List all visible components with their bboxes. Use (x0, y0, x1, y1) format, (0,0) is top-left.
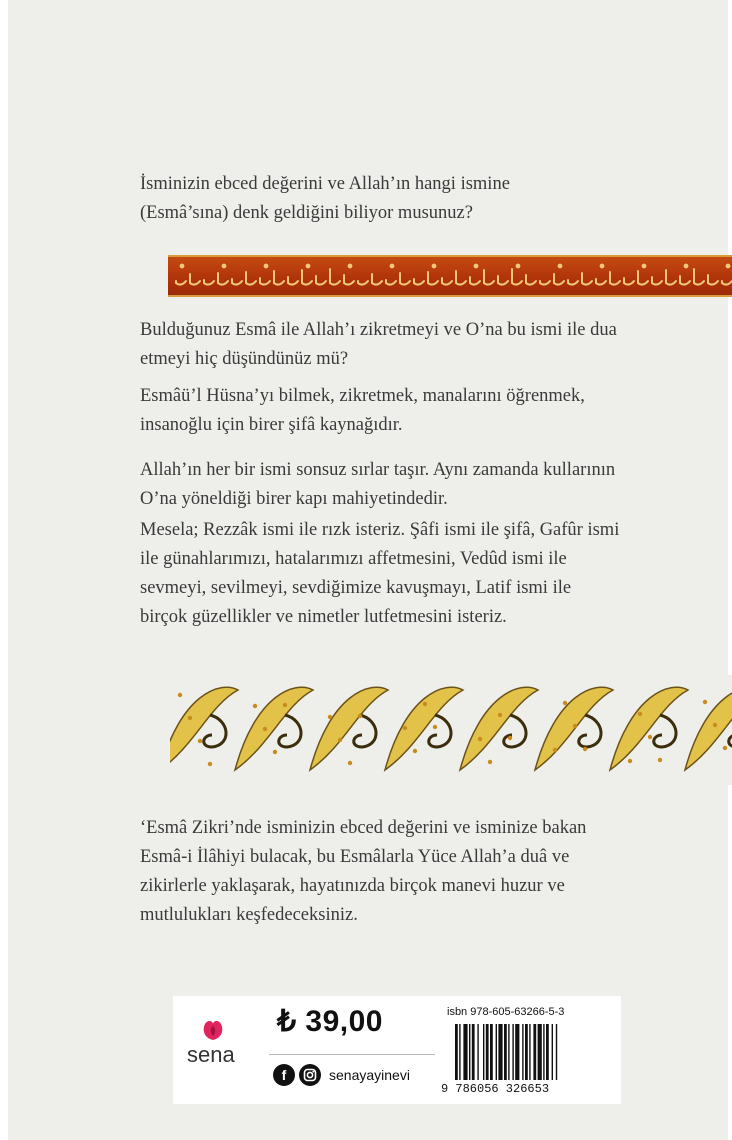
calligraphy-stroke (316, 276, 326, 285)
barcode-bar (512, 1024, 513, 1080)
calligraphy-stroke (456, 271, 466, 285)
ornament-dot (508, 736, 512, 740)
calligraphy-stroke (498, 276, 508, 285)
ornament-band (170, 675, 732, 785)
calligraphy-stroke (204, 280, 214, 285)
barcode-bar (463, 1024, 467, 1080)
calligraphy-stroke (400, 273, 410, 285)
calligraphy-stroke (218, 273, 228, 285)
ornament-dot (208, 762, 212, 766)
calligraphy-stroke (582, 273, 592, 285)
ornament-dot (423, 702, 427, 706)
barcode-bar (556, 1024, 557, 1080)
calligraphy-stroke (246, 272, 256, 285)
ornament-dot (658, 758, 662, 762)
barcode-bar (552, 1024, 553, 1080)
isbn: isbn 978-605-63266-5-3 (447, 1006, 565, 1018)
ornament-dot (713, 723, 717, 727)
calligraphy-stroke (260, 278, 270, 285)
calligraphy-stroke (232, 279, 242, 285)
ornament-dot (283, 703, 287, 707)
ornament-dot (498, 713, 502, 717)
calligraphy-dot (685, 265, 688, 268)
barcode-bar (459, 1024, 460, 1080)
ornament-dot (263, 727, 267, 731)
ornament-dot (198, 739, 202, 743)
ornament-dot (433, 725, 437, 729)
price: ₺ 39,00 (277, 1005, 383, 1038)
ornament-dot (488, 760, 492, 764)
barcode-bar (522, 1024, 523, 1080)
calligraphy-dot (517, 265, 520, 268)
ornament-dot (403, 726, 407, 730)
ornament-dot (573, 724, 577, 728)
barcode-bar (533, 1024, 536, 1080)
calligraphy-dot (643, 265, 646, 268)
barcode-bar (538, 1024, 542, 1080)
calligraphy-stroke (470, 277, 480, 285)
barcode-bar (483, 1024, 484, 1080)
calligraphy-band (168, 255, 732, 297)
instagram-icon[interactable] (299, 1064, 321, 1086)
ornament-dot (338, 738, 342, 742)
calligraphy-stroke (596, 279, 606, 285)
calligraphy-stroke (526, 275, 536, 285)
calligraphy-stroke (638, 271, 648, 285)
calligraphy-stroke (540, 281, 550, 285)
calligraphy-stroke (512, 269, 522, 285)
barcode-bar (515, 1024, 519, 1080)
calligraphy-stroke (372, 274, 382, 285)
calligraphy-stroke (428, 272, 438, 285)
calligraphy-stroke (288, 277, 298, 285)
calligraphy-dot (223, 265, 226, 268)
calligraphy-stroke (610, 272, 620, 285)
calligraphy-stroke (568, 280, 578, 285)
price-label (173, 996, 621, 1104)
ornament-dot (628, 759, 632, 763)
calligraphy-stroke (666, 270, 676, 285)
barcode-digits: 9 786056 326653 (441, 1082, 550, 1096)
barcode-bar (455, 1024, 458, 1080)
barcode-bar (486, 1024, 489, 1080)
calligraphy-dot (727, 265, 730, 268)
calligraphy-stroke (274, 271, 284, 285)
calligraphy-dot (433, 265, 436, 268)
barcode-bar (496, 1024, 497, 1080)
barcode-bar (504, 1024, 507, 1080)
calligraphy-stroke (722, 281, 732, 285)
social-handle[interactable]: senayayinevi (329, 1067, 410, 1083)
ornament-dot (348, 761, 352, 765)
barcode-bar (546, 1024, 549, 1080)
calligraphy-stroke (302, 270, 312, 285)
ornament-dot (178, 693, 182, 697)
calligraphy-dot (349, 265, 352, 268)
barcode (455, 1024, 605, 1080)
barcode-bar (543, 1024, 544, 1080)
paragraph-1: Bulduğunuz Esmâ ile Allah’ı zikretmeyi ve O’na bu ismi ile dua etmeyi hiç düşündünüz mü? (140, 320, 617, 369)
calligraphy-stroke (652, 277, 662, 285)
paragraph-3: Allah’ın her bir ismi sonsuz sırlar taşır. Aynı zamanda kullarının O’na yöneldiği birer kapı mahiyetindedir. (140, 460, 616, 509)
calligraphy-stroke (624, 278, 634, 285)
ornament-dot (188, 716, 192, 720)
barcode-bar (469, 1024, 470, 1080)
calligraphy-stroke (680, 276, 690, 285)
barcode-bar (498, 1024, 502, 1080)
calligraphy-stroke (176, 281, 186, 285)
ornament-dot (638, 712, 642, 716)
calligraphy-dot (307, 265, 310, 268)
calligraphy-stroke (414, 279, 424, 285)
barcode-bar (477, 1024, 478, 1080)
ornament-dot (328, 715, 332, 719)
ornament-dot (553, 748, 557, 752)
barcode-bar (525, 1024, 528, 1080)
paragraph-4: Mesela; Rezzâk ismi ile rızk isteriz. Şâfi ismi ile şifâ, Gafûr ismi ile günahlarımızı, hatalarımızı affetmesini, Vedûd ismi ile sevmeyi, sevilmeyi, sevdiğimize kavuşmayı, Latif ismi ile birçok güzellikler ve nimetler lutfetmesini isteriz. (140, 520, 620, 627)
calligraphy-dot (181, 265, 184, 268)
ornament-dot (413, 749, 417, 753)
ornament-dot (703, 700, 707, 704)
label-divider (269, 1054, 435, 1055)
calligraphy-dot (391, 265, 394, 268)
calligraphy-stroke (708, 275, 718, 285)
barcode-bar (472, 1024, 475, 1080)
calligraphy-dot (265, 265, 268, 268)
barcode-bar (508, 1024, 509, 1080)
barcode-bar (490, 1024, 493, 1080)
back-cover (8, 0, 728, 1140)
calligraphy-stroke (484, 270, 494, 285)
ornament-dot (273, 750, 277, 754)
publisher-logo: sena (187, 1042, 235, 1067)
ornament-dot (723, 746, 727, 750)
calligraphy-stroke (330, 269, 340, 285)
intro-line-2: (Esmâ’sına) denk geldiğini biliyor musunuz? (140, 203, 473, 223)
calligraphy-dot (559, 265, 562, 268)
ornament-dot (478, 737, 482, 741)
calligraphy-stroke (358, 281, 368, 285)
barcode-bar (529, 1024, 530, 1080)
calligraphy-stroke (554, 274, 564, 285)
closing-paragraph: ‘Esmâ Zikri’nde isminizin ebced değerini ve isminize bakan Esmâ-i İlâhiyi bulacak, bu Esmâlarla Yüce Allah’a duâ ve zikirlerle yaklaşarak, hayatınızda birçok manevi huzur ve mutlulukları keşfedeceksiniz. (140, 818, 587, 925)
calligraphy-stroke (694, 269, 704, 285)
intro-question (140, 170, 620, 228)
calligraphy-dot (475, 265, 478, 268)
calligraphy-stroke (344, 275, 354, 285)
rose-logo-icon (199, 1016, 227, 1042)
ornament-dot (648, 735, 652, 739)
calligraphy-stroke (190, 274, 200, 285)
ornament-dot (563, 701, 567, 705)
facebook-icon[interactable]: f (273, 1064, 295, 1086)
social-handles (273, 1062, 410, 1088)
intro-line-1: İsminizin ebced değerini ve Allah’ın hangi ismine (140, 174, 510, 194)
ornament-dot (253, 704, 257, 708)
calligraphy-dot (601, 265, 604, 268)
ornament-dot (583, 747, 587, 751)
ornament-pattern (170, 675, 732, 785)
ornament-dot (358, 714, 362, 718)
calligraphy-stroke (442, 278, 452, 285)
calligraphy-stroke (386, 280, 396, 285)
calligraphy-pattern (168, 257, 732, 291)
paragraph-2: Esmâü’l Hüsna’yı bilmek, zikretmek, manalarını öğrenmek, insanoğlu için birer şifâ kaynağıdır. (140, 386, 585, 435)
